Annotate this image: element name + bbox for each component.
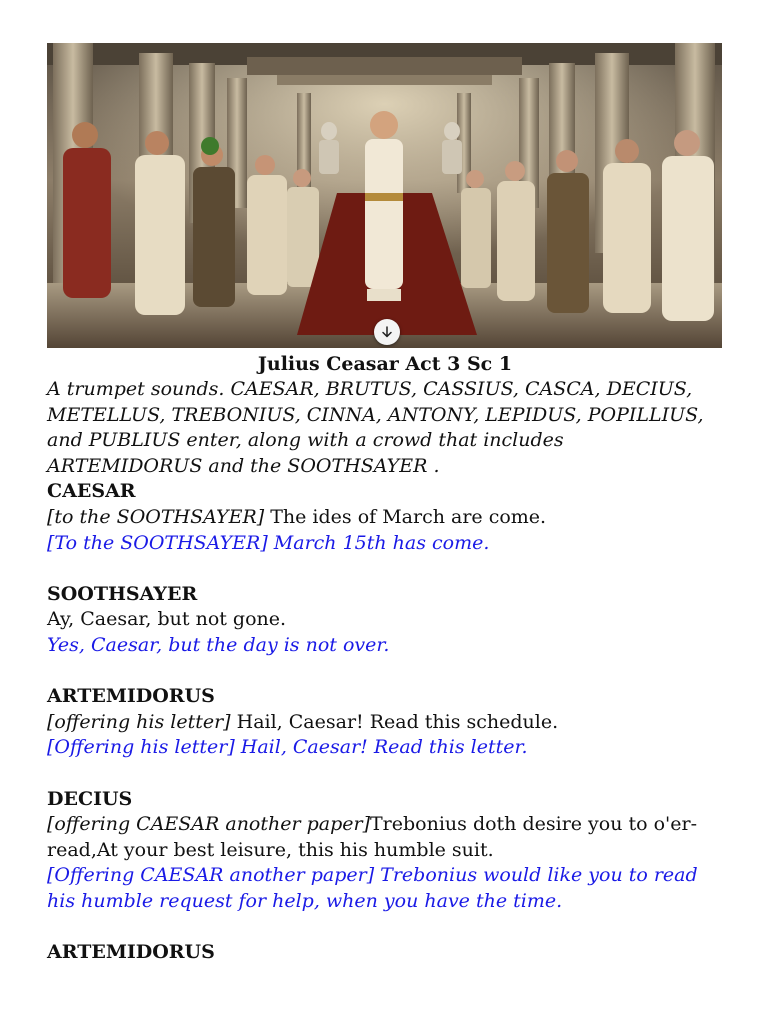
hero-illustration (47, 43, 722, 348)
roman-senate-illustration (47, 43, 722, 348)
stage-direction-intro: A trumpet sounds. CAESAR, BRUTUS, CASSIUS, CASCA, DECIUS, METELLUS, TREBONIUS, CINNA, ANTONY, LEPIDUS, POPILLIUS, and PUBLIUS enter, along with a crowd that includes ARTEMIDORUS and the SOOTHSAYER . (47, 378, 704, 477)
line-text: Hail, Caesar! Read this schedule. (230, 710, 559, 733)
stage-direction: [offering CAESAR another paper] (47, 813, 370, 836)
arrow-down-icon (381, 326, 393, 338)
speaker-name: DECIUS (47, 787, 133, 810)
original-line (47, 710, 723, 736)
modern-translation: [Offering CAESAR another paper] Trebonius would like you to read his humble request for help, when you have the time. (47, 864, 698, 912)
speech-block (47, 787, 723, 915)
script-body (47, 479, 723, 965)
speech-block (47, 479, 723, 556)
modern-translation: [Offering his letter] Hail, Caesar! Read this letter. (47, 736, 528, 759)
speech-block (47, 582, 723, 659)
speech-block (47, 940, 723, 966)
speaker-name: SOOTHSAYER (47, 582, 198, 605)
original-line (47, 812, 723, 863)
line-text: The ides of March are come. (264, 505, 547, 528)
line-text: Trebonius doth desire you to o'er-read,At your best leisure, this his humble suit. (47, 813, 698, 861)
speaker-name: CAESAR (47, 480, 136, 503)
modern-translation: [To the SOOTHSAYER] March 15th has come. (47, 531, 490, 554)
stage-direction: [to the SOOTHSAYER] (47, 505, 265, 528)
document-page (47, 43, 723, 966)
scroll-down-button[interactable] (374, 319, 400, 345)
line-text: Ay, Caesar, but not gone. (47, 608, 287, 631)
original-line (47, 607, 723, 633)
stage-direction: [offering his letter] (47, 710, 231, 733)
speaker-name: ARTEMIDORUS (47, 941, 215, 964)
speaker-name: ARTEMIDORUS (47, 685, 215, 708)
page-title: Julius Ceasar Act 3 Sc 1 (257, 353, 513, 375)
original-line (47, 505, 723, 531)
modern-translation: Yes, Caesar, but the day is not over. (47, 633, 390, 656)
speech-block (47, 684, 723, 761)
